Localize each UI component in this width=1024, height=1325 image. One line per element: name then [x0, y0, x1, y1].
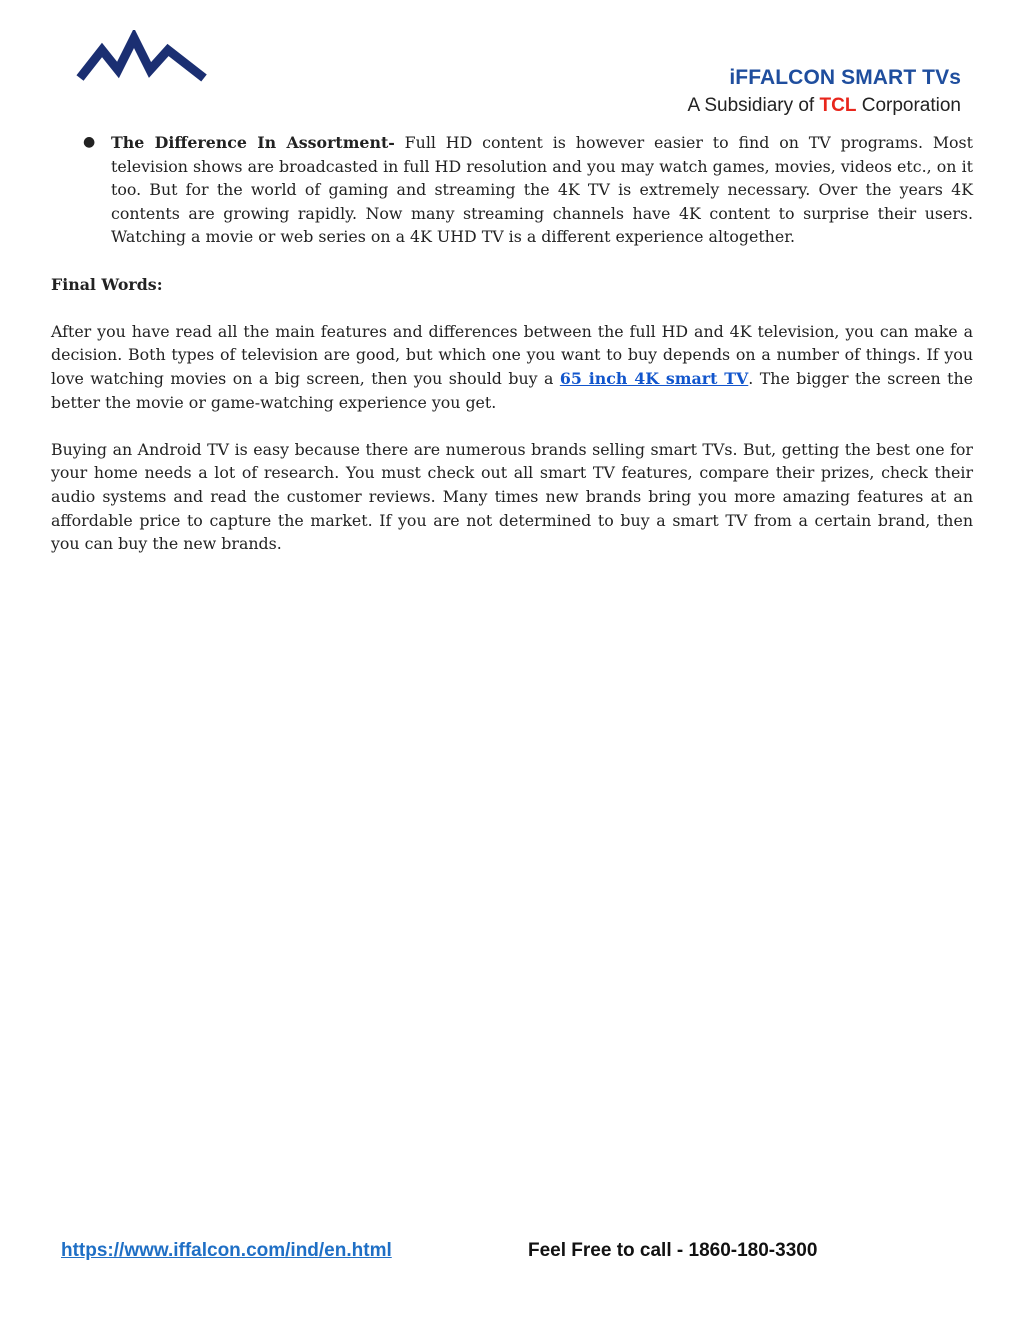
iffalcon-logo-icon	[76, 30, 210, 84]
brand-header	[687, 64, 961, 120]
bullet-dot-icon: ●	[83, 134, 96, 150]
brand-subtitle	[687, 92, 961, 120]
final-words-heading: Final Words:	[51, 274, 163, 294]
bullet-item	[51, 131, 973, 249]
tcl-highlight: TCL	[819, 95, 857, 116]
paragraph1-before-link: After you have read all the main features and differences between the full HD and 4K television, you can make a decision. Both types of television are good, but which one you want to buy depends on a number of things. If you love watching movies on a big screen, then you should buy a	[51, 321, 973, 388]
footer-phone-text: Feel Free to call - 1860-180-3300	[528, 1240, 818, 1261]
bullet-paragraph	[111, 131, 973, 249]
paragraph1-after-link: . The bigger the screen the better the movie or game-watching experience you get.	[51, 368, 973, 412]
bullet-title: The Difference In Assortment-	[111, 133, 395, 152]
footer-website-link[interactable]: https://www.iffalcon.com/ind/en.html	[61, 1240, 392, 1261]
subtitle-prefix: A Subsidiary of	[687, 95, 820, 116]
brand-title: iFFALCON SMART TVs	[729, 66, 961, 89]
bullet-text: Full HD content is however easier to find on TV programs. Most television shows are broadcasted in full HD resolution and you may watch games, movies, videos etc., on it too. But for the world of gaming and streaming the 4K TV is extremely necessary. Over the years 4K contents are growing rapidly. Now many streaming channels have 4K content to surprise their users. Watching a movie or web series on a 4K UHD TV is a different experience altogether.	[111, 133, 973, 247]
paragraph-decision	[51, 320, 973, 414]
paragraph-buying: Buying an Android TV is easy because there are numerous brands selling smart TVs. But, getting the best one for your home needs a lot of research. You must check out all smart TV features, compare their prizes, check their audio systems and read the customer reviews. Many times new brands bring you more amazing features at an affordable price to capture the market. If you are not determined to buy a smart TV from a certain brand, then you can buy the new brands.	[51, 439, 973, 554]
document-body	[51, 131, 973, 556]
smart-tv-link[interactable]: 65 inch 4K smart TV	[559, 368, 749, 388]
subtitle-suffix: Corporation	[856, 95, 961, 116]
